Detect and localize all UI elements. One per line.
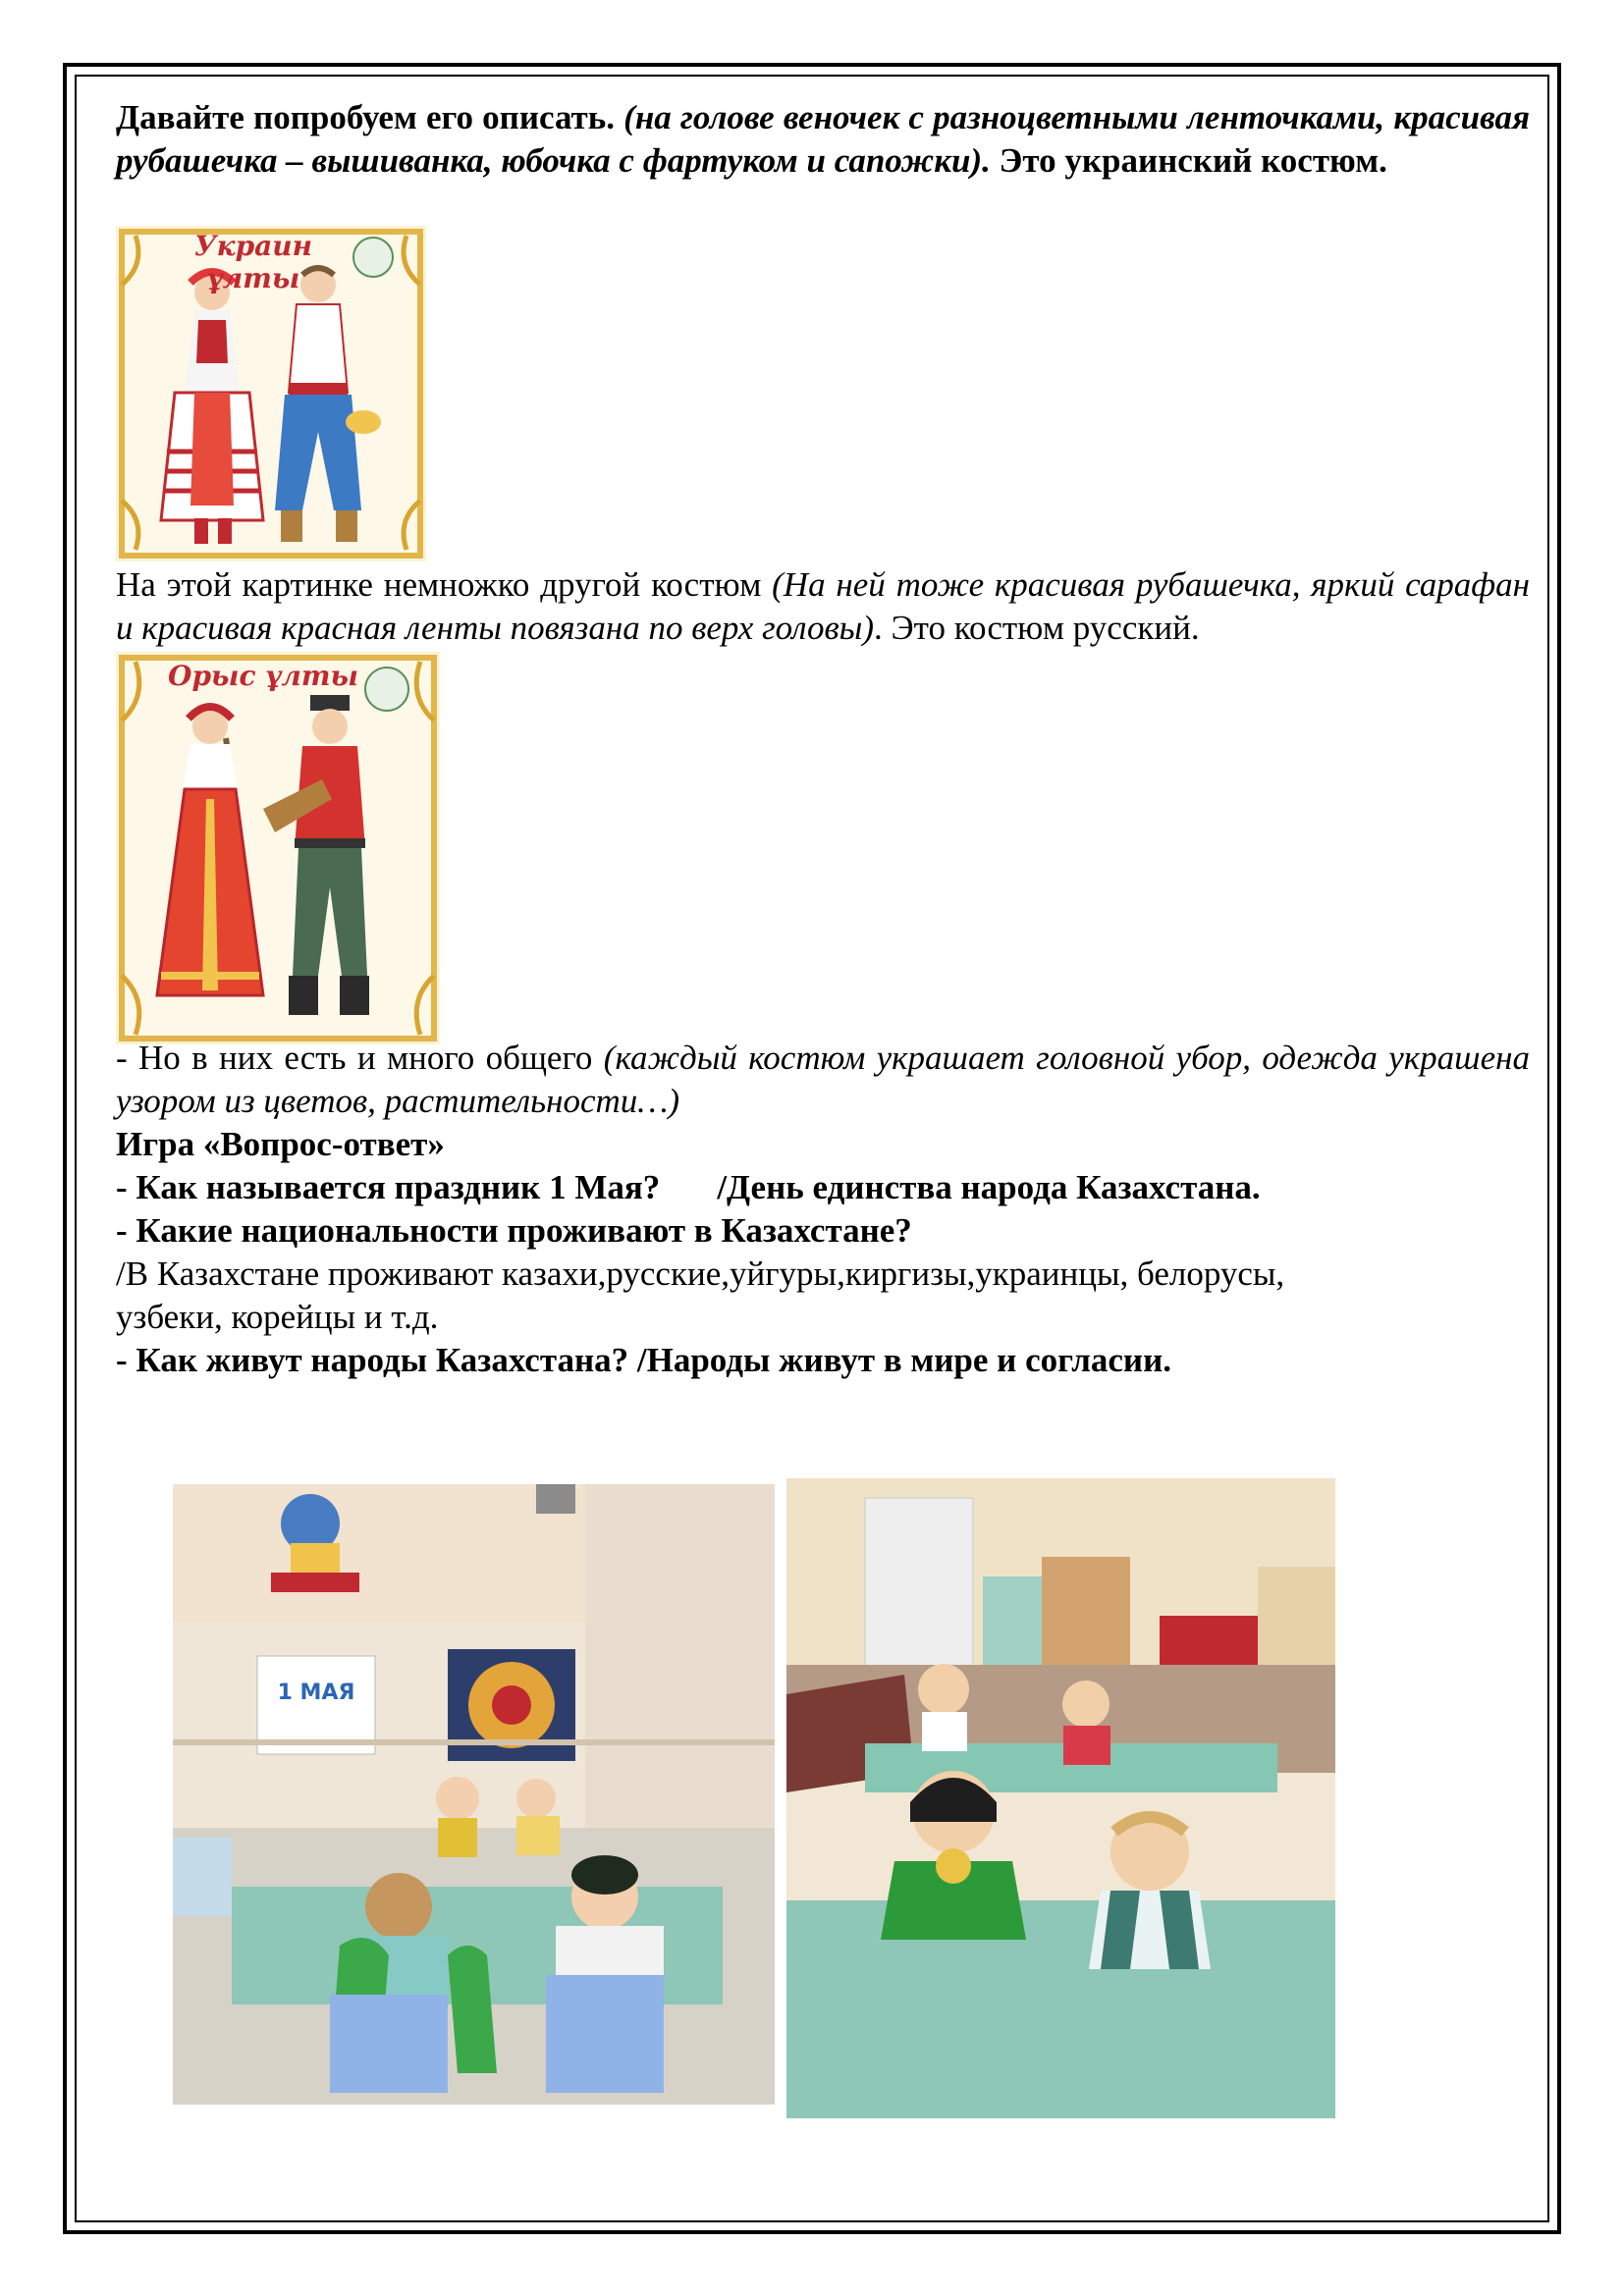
game-title: Игра «Вопрос-ответ» bbox=[116, 1125, 445, 1163]
common-detail: (каждый костюм украшает головной убор, одежда украшена узором из цветов, растительности…) bbox=[116, 1039, 1530, 1120]
russian-costume-image bbox=[116, 652, 440, 1044]
answer-2-line-1: /В Казахстане проживают казахи,русские,уйгуры,киргизы,украинцы, белорусы, bbox=[116, 1255, 1285, 1293]
classroom-photo-left bbox=[173, 1484, 775, 2105]
intro-paragraph bbox=[116, 96, 1530, 183]
question-1-text: - Как называется праздник 1 Мая? bbox=[116, 1168, 661, 1206]
russian-card-title: Орыс ұлты bbox=[168, 660, 358, 692]
game-question-2: - Какие национальности проживают в Казахстане? bbox=[116, 1211, 912, 1250]
russian-conclusion: . Это костюм русский. bbox=[874, 609, 1200, 647]
common-paragraph bbox=[116, 1037, 1530, 1123]
game-question-1 bbox=[116, 1166, 1530, 1209]
intro-detail: (на голове веночек с разноцветными ленточками, красивая рубашечка – вышиванка, юбочка с фартуком и сапожки). bbox=[116, 98, 1530, 180]
game-question-3: - Как живут народы Казахстана? /Народы живут в мире и согласии. bbox=[116, 1341, 1171, 1379]
classroom-photo-right bbox=[786, 1478, 1335, 2118]
common-lead: - Но в них есть и много общего bbox=[116, 1039, 593, 1077]
intro-lead: Давайте попробуем его описать. bbox=[116, 98, 616, 136]
russian-detail: (На ней тоже красивая рубашечка, яркий сарафан и красивая красная ленты повязана по верх головы) bbox=[116, 565, 1531, 647]
answer-1-text: /День единства народа Казахстана. bbox=[717, 1168, 1261, 1206]
game-section bbox=[116, 1123, 1530, 1382]
ukrainian-costume-image bbox=[116, 226, 426, 561]
ukrainian-card-title: Украин ұлты bbox=[193, 230, 313, 294]
answer-2-line-2: узбеки, корейцы и т.д. bbox=[116, 1298, 439, 1336]
intro-conclusion: Это украинский костюм. bbox=[999, 141, 1387, 180]
russian-lead: На этой картинке немножко другой костюм bbox=[116, 565, 762, 604]
russian-paragraph bbox=[116, 563, 1530, 650]
left-photo-board-text: 1 МАЯ bbox=[277, 1681, 355, 1705]
